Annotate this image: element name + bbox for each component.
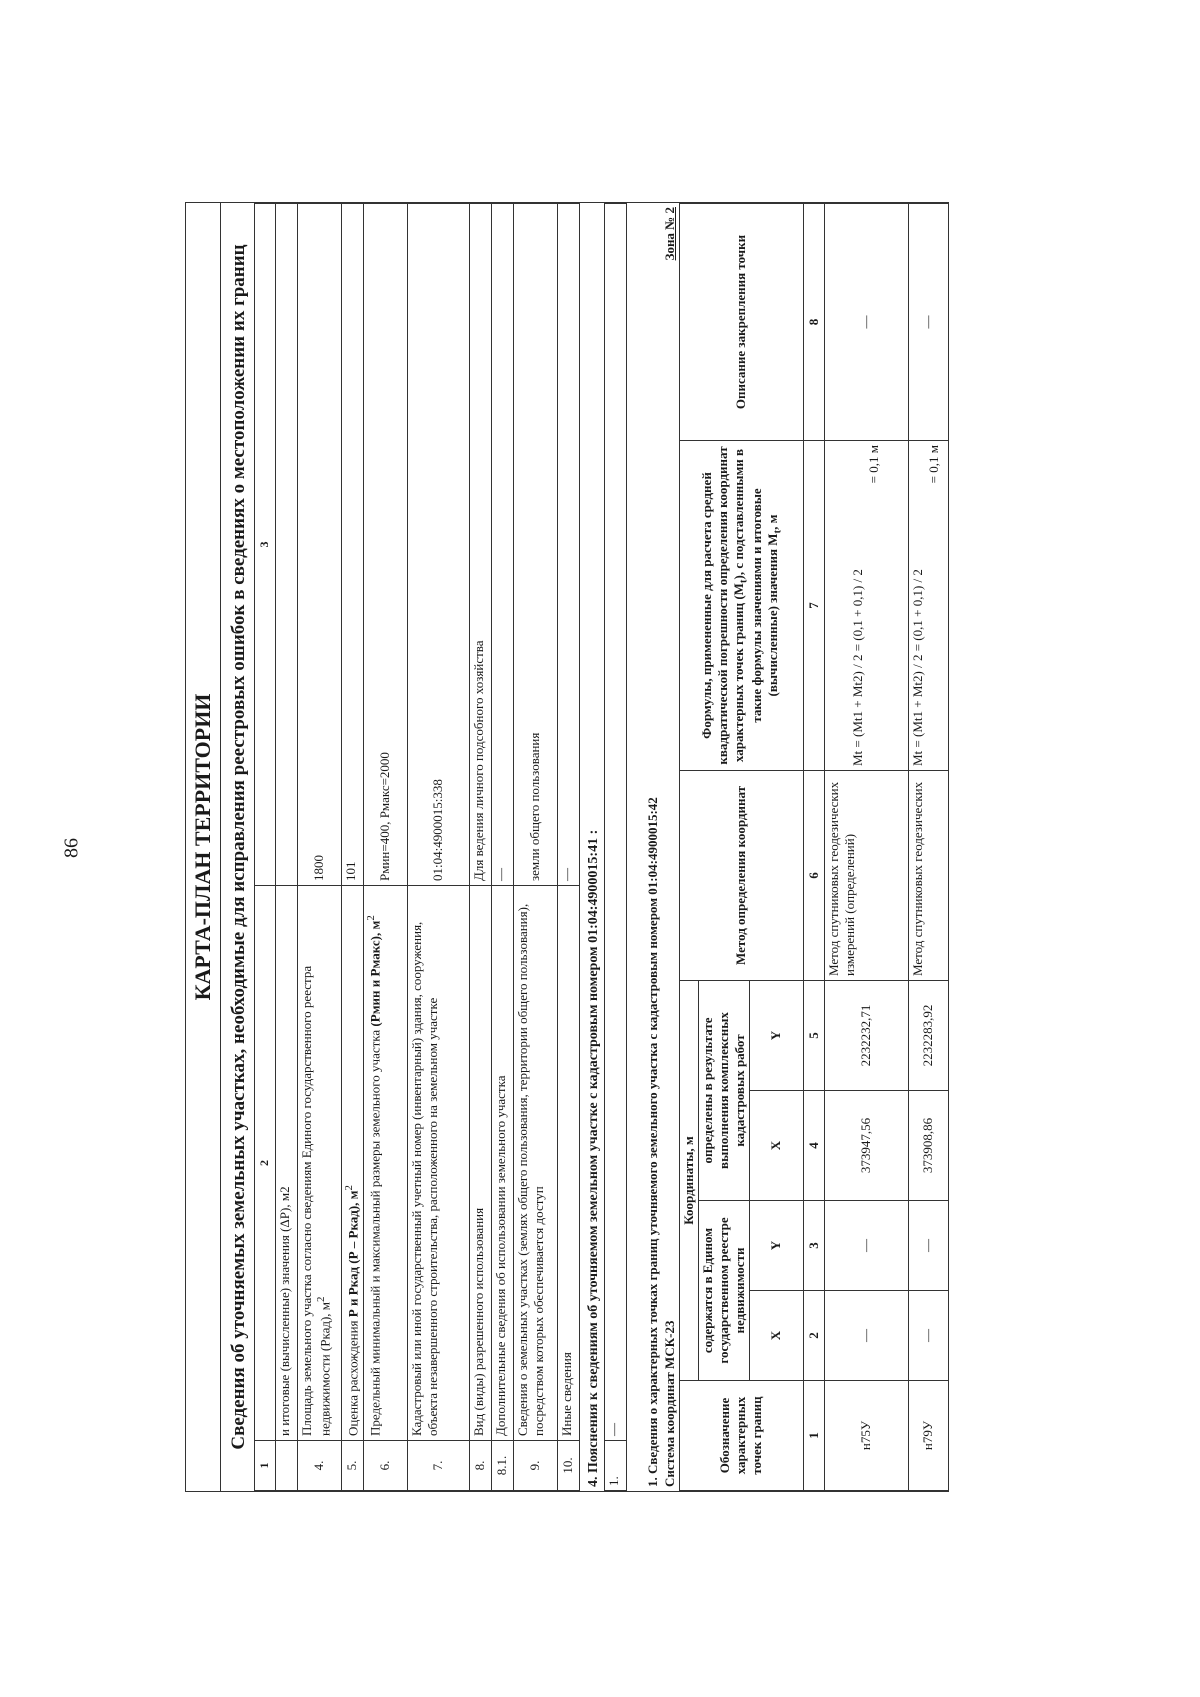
egrn-y: — bbox=[824, 1201, 908, 1291]
row-description: и итоговые (вычисленные) значения (ΔР), м2 bbox=[275, 886, 297, 1441]
point-id: н79У bbox=[908, 1381, 948, 1491]
col-number: 5 bbox=[803, 981, 824, 1091]
method: Метод спутниковых геодезических bbox=[908, 771, 948, 981]
table-row bbox=[604, 204, 626, 1491]
col-number: 2 bbox=[803, 1291, 824, 1381]
row-value: 01:04:4900015:338 bbox=[407, 204, 469, 886]
table-row bbox=[297, 204, 341, 1491]
formula: Mt = (Mt1 + Mt2) / 2 = (0,1 + 0,1) / 2 bbox=[909, 569, 925, 766]
row-value: Рмин=400, Рмакс=2000 bbox=[363, 204, 407, 886]
header-x: X bbox=[749, 1291, 803, 1381]
row-value: Для ведения личного подсобного хозяйства bbox=[469, 204, 491, 886]
row-number: 7. bbox=[407, 1441, 469, 1491]
formula-result: = 0,1 м bbox=[866, 445, 882, 484]
page-subtitle: Сведения об уточняемых земельных участках, необходимые для исправления реестровых ошибок в сведениях о местоположении их границ bbox=[228, 244, 249, 1450]
row-value bbox=[275, 204, 297, 886]
row-description: Площадь земельного участка согласно сведениям Единого государственного реестра недвижимости (Ркад), $м^2$ bbox=[297, 886, 341, 1441]
table-row bbox=[513, 204, 557, 1491]
header-col-3: 3 bbox=[254, 204, 275, 886]
row-text: — bbox=[604, 204, 626, 1441]
zone-label: Зона № 2 bbox=[661, 207, 677, 261]
table-row bbox=[908, 204, 948, 1491]
formula-result: = 0,1 м bbox=[925, 445, 941, 484]
method: Метод спутниковых геодезических измерений (определений) bbox=[824, 771, 908, 981]
table-row bbox=[469, 204, 491, 1491]
page-number: 86 bbox=[60, 838, 83, 858]
header-x: X bbox=[749, 1091, 803, 1201]
coordinate-system: Система координат МСК-23 bbox=[661, 1320, 677, 1487]
col-number: 1 bbox=[803, 1381, 824, 1491]
header-col-1: 1 bbox=[254, 1441, 275, 1491]
row-description: Дополнительные сведения об использовании земельного участка bbox=[491, 886, 513, 1441]
header-y: Y bbox=[749, 981, 803, 1091]
row-value: 1800 bbox=[297, 204, 341, 886]
row-description: Иные сведения bbox=[557, 886, 579, 1441]
coord-x: 373947,56 bbox=[824, 1091, 908, 1201]
col-number: 8 bbox=[803, 204, 824, 441]
header-col-2: 2 bbox=[254, 886, 275, 1441]
egrn-y: — bbox=[908, 1201, 948, 1291]
points-table bbox=[679, 203, 949, 1491]
header-formulas: Формулы, примененные для расчета средней квадратической погрешности определения координат характерных точек границ $(М_t)$, с подставленными в такие формулы значениями и итоговые (вычисленные) значения $М_t$, м bbox=[679, 441, 803, 771]
header-coordinates: Координаты, м bbox=[679, 981, 698, 1381]
row-number: 5. bbox=[341, 1441, 363, 1491]
row-value: — bbox=[557, 204, 579, 886]
header-method: Метод определения координат bbox=[679, 771, 803, 981]
table-row bbox=[557, 204, 579, 1491]
explanations-title: 4. Пояснения к сведениям об уточняемом земельном участке с кадастровым номером 01:04:4900015:41 : bbox=[585, 829, 601, 1487]
table-row bbox=[824, 204, 908, 1491]
explanations-table bbox=[604, 203, 627, 1491]
row-number: 10. bbox=[557, 1441, 579, 1491]
row-description: Сведения о земельных участках (землях общего пользования, территории общего пользования), посредством которых обеспечивается доступ bbox=[513, 886, 557, 1441]
row-number bbox=[275, 1441, 297, 1491]
table-row bbox=[491, 204, 513, 1491]
row-value: — bbox=[491, 204, 513, 886]
col-number: 3 bbox=[803, 1201, 824, 1291]
row-description: Кадастровый или иной государственный учетный номер (инвентарный) здания, сооружения, объекта незавершенного строительства, расположенного на земельном участке bbox=[407, 886, 469, 1441]
section1-title: 1. Сведения о характерных точках границ уточняемого земельного участка с кадастровым номером 01:04:4900015:42 bbox=[644, 797, 660, 1487]
row-value: 101 bbox=[341, 204, 363, 886]
page-title: КАРТА-ПЛАН ТЕРРИТОРИИ bbox=[186, 203, 221, 1491]
header-designation: Обозначение характерных точек границ bbox=[679, 1381, 803, 1491]
point-description: — bbox=[824, 204, 908, 441]
formula: Mt = (Mt1 + Mt2) / 2 = (0,1 + 0,1) / 2 bbox=[850, 569, 866, 766]
row-value: земли общего пользования bbox=[513, 204, 557, 886]
table-row bbox=[275, 204, 297, 1491]
header-determined: определены в результате выполнения комплексных кадастровых работ bbox=[698, 981, 749, 1201]
table-header-row bbox=[254, 204, 275, 1491]
row-number: 8. bbox=[469, 1441, 491, 1491]
point-id: н75У bbox=[824, 1381, 908, 1491]
row-description: Предельный минимальный и максимальный размеры земельного участка (Рмин и Рмакс), $м^2$ bbox=[363, 886, 407, 1441]
col-number: 7 bbox=[803, 441, 824, 771]
formula-cell bbox=[908, 441, 948, 771]
coord-y: 2232232,71 bbox=[824, 981, 908, 1091]
egrn-x: — bbox=[824, 1291, 908, 1381]
column-number-row bbox=[803, 204, 824, 1491]
col-number: 4 bbox=[803, 1091, 824, 1201]
row-number: 1. bbox=[604, 1441, 626, 1491]
row-description: Вид (виды) разрешенного использования bbox=[469, 886, 491, 1441]
points-header-row bbox=[679, 204, 698, 1491]
point-description: — bbox=[908, 204, 948, 441]
col-number: 6 bbox=[803, 771, 824, 981]
header-y: Y bbox=[749, 1201, 803, 1291]
row-number: 8.1. bbox=[491, 1441, 513, 1491]
table-row bbox=[407, 204, 469, 1491]
row-number: 9. bbox=[513, 1441, 557, 1491]
coord-y: 2232283,92 bbox=[908, 981, 948, 1091]
egrn-x: — bbox=[908, 1291, 948, 1381]
row-description: Оценка расхождения Р и Ркад (Р – Ркад), $м^2$ bbox=[341, 886, 363, 1441]
header-egrn: содержатся в Едином государственном реестре недвижимости bbox=[698, 1201, 749, 1381]
parcel-info-table bbox=[254, 203, 580, 1491]
document-frame bbox=[185, 202, 949, 1492]
coordinate-system-line bbox=[662, 203, 679, 1491]
row-number: 6. bbox=[363, 1441, 407, 1491]
table-row bbox=[363, 204, 407, 1491]
coord-x: 373908,86 bbox=[908, 1091, 948, 1201]
header-description: Описание закрепления точки bbox=[679, 204, 803, 441]
table-row bbox=[341, 204, 363, 1491]
formula-cell bbox=[824, 441, 908, 771]
row-number: 4. bbox=[297, 1441, 341, 1491]
rotated-document bbox=[185, 202, 1200, 1492]
